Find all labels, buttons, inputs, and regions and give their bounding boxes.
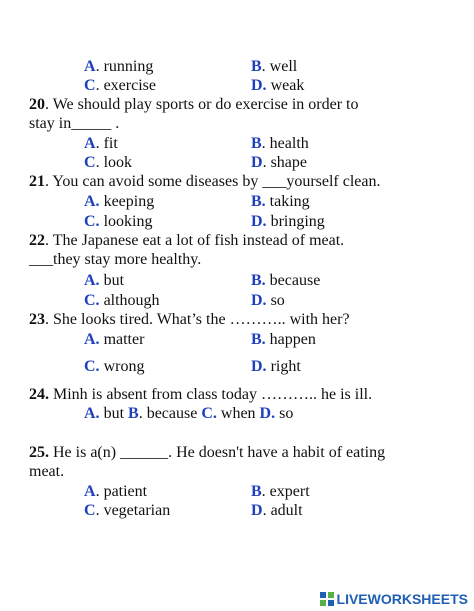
line-text: ___they stay more healthy. bbox=[29, 251, 202, 268]
question-number: 23 bbox=[29, 311, 45, 328]
text-line bbox=[84, 292, 160, 310]
text-line bbox=[84, 331, 144, 349]
line-text: . We should play sports or do exercise in order to bbox=[45, 96, 359, 113]
line-text: . look bbox=[95, 154, 133, 171]
text-line bbox=[251, 154, 307, 172]
line-text: Minh is absent from class today ……….. he is ill. bbox=[49, 386, 373, 403]
option-letter: C. bbox=[84, 213, 100, 230]
line-text: . expert bbox=[261, 483, 310, 500]
option-letter: A. bbox=[84, 331, 100, 348]
option-letter: C bbox=[84, 154, 96, 171]
line-text: weak bbox=[266, 77, 305, 94]
line-text: . vegetarian bbox=[95, 502, 171, 519]
option-letter: C. bbox=[84, 292, 100, 309]
line-text: . The Japanese eat a lot of fish instead of meat. bbox=[45, 232, 345, 249]
text-line bbox=[251, 331, 316, 349]
brand-name: LIVEWORKSHEETS bbox=[336, 591, 468, 607]
line-text: . fit bbox=[95, 135, 118, 152]
text-line bbox=[84, 77, 156, 95]
option-letter: A bbox=[84, 58, 96, 75]
line-text: . You can avoid some diseases by ___yourself clean. bbox=[45, 173, 381, 190]
option-letter: C bbox=[84, 77, 96, 94]
text-line bbox=[84, 213, 152, 231]
line-text: right bbox=[266, 358, 301, 375]
text-line bbox=[84, 193, 154, 211]
line-text: meat. bbox=[29, 463, 65, 480]
line-text: stay in_____ . bbox=[29, 115, 120, 132]
option-letter: B. bbox=[251, 331, 266, 348]
question-number: 22 bbox=[29, 232, 45, 249]
option-letter: B. bbox=[251, 272, 266, 289]
text-line bbox=[84, 154, 132, 172]
line-text: He is a(n) ______. He doesn't have a habit of eating bbox=[49, 444, 386, 461]
line-text: . running bbox=[95, 58, 154, 75]
line-text: matter bbox=[99, 331, 145, 348]
line-text: looking bbox=[99, 213, 153, 230]
line-text: keeping bbox=[99, 193, 155, 210]
line-text: . well bbox=[261, 58, 298, 75]
line-text: . patient bbox=[95, 483, 148, 500]
liveworksheets-watermark[interactable] bbox=[320, 591, 468, 607]
option-letter: A. bbox=[84, 272, 100, 289]
line-text: taking bbox=[265, 193, 310, 210]
option-letter: D. bbox=[251, 77, 267, 94]
question-number: 24. bbox=[29, 386, 49, 403]
option-letter: B bbox=[128, 405, 139, 422]
text-line bbox=[251, 358, 301, 376]
question-number: 21 bbox=[29, 173, 45, 190]
line-text: although bbox=[99, 292, 160, 309]
text-line bbox=[251, 272, 320, 290]
text-line bbox=[84, 405, 293, 423]
text-line bbox=[29, 444, 385, 462]
liveworksheets-logo-icon bbox=[320, 592, 334, 606]
option-letter: B bbox=[251, 58, 262, 75]
line-text: so bbox=[275, 405, 294, 422]
line-text: because bbox=[265, 272, 321, 289]
option-letter: B. bbox=[251, 193, 266, 210]
text-line bbox=[84, 358, 144, 376]
line-text: when bbox=[216, 405, 260, 422]
line-text: . adult bbox=[262, 502, 303, 519]
question-number: 20 bbox=[29, 96, 45, 113]
line-text: so bbox=[266, 292, 285, 309]
option-letter: D. bbox=[259, 405, 276, 422]
line-text: happen bbox=[265, 331, 316, 348]
text-line bbox=[29, 386, 372, 404]
option-letter: C. bbox=[84, 358, 100, 375]
question-number: 25. bbox=[29, 444, 49, 461]
text-line bbox=[29, 251, 201, 269]
text-line bbox=[251, 77, 304, 95]
option-letter: A. bbox=[84, 405, 100, 422]
option-letter: B bbox=[251, 135, 262, 152]
text-line bbox=[251, 483, 310, 501]
text-line bbox=[84, 135, 118, 153]
line-text: but bbox=[99, 272, 125, 289]
text-line bbox=[84, 58, 153, 76]
line-text: but bbox=[99, 405, 129, 422]
line-text: . exercise bbox=[95, 77, 156, 94]
option-letter: D bbox=[251, 502, 263, 519]
text-line bbox=[84, 483, 147, 501]
option-letter: C bbox=[84, 502, 96, 519]
text-line bbox=[251, 292, 285, 310]
text-line bbox=[251, 135, 309, 153]
line-text: . She looks tired. What’s the ……….. with her? bbox=[45, 311, 350, 328]
line-text: . health bbox=[261, 135, 309, 152]
text-line bbox=[29, 232, 344, 250]
line-text: . shape bbox=[262, 154, 307, 171]
option-letter: A bbox=[84, 483, 96, 500]
option-letter: D bbox=[251, 154, 263, 171]
line-text: bringing bbox=[266, 213, 325, 230]
option-letter: C. bbox=[201, 405, 217, 422]
text-line bbox=[251, 502, 303, 520]
line-text: . because bbox=[138, 405, 202, 422]
text-line bbox=[84, 502, 170, 520]
text-line bbox=[29, 96, 358, 114]
text-line bbox=[29, 463, 64, 481]
text-line bbox=[251, 213, 325, 231]
option-letter: D. bbox=[251, 292, 267, 309]
text-line bbox=[84, 272, 124, 290]
option-letter: D. bbox=[251, 358, 267, 375]
line-text: wrong bbox=[99, 358, 145, 375]
option-letter: B bbox=[251, 483, 262, 500]
text-line bbox=[251, 58, 297, 76]
option-letter: D. bbox=[251, 213, 267, 230]
text-line bbox=[251, 193, 310, 211]
option-letter: A bbox=[84, 135, 96, 152]
text-line bbox=[29, 115, 119, 133]
text-line bbox=[29, 173, 381, 191]
option-letter: A. bbox=[84, 193, 100, 210]
text-line bbox=[29, 311, 350, 329]
